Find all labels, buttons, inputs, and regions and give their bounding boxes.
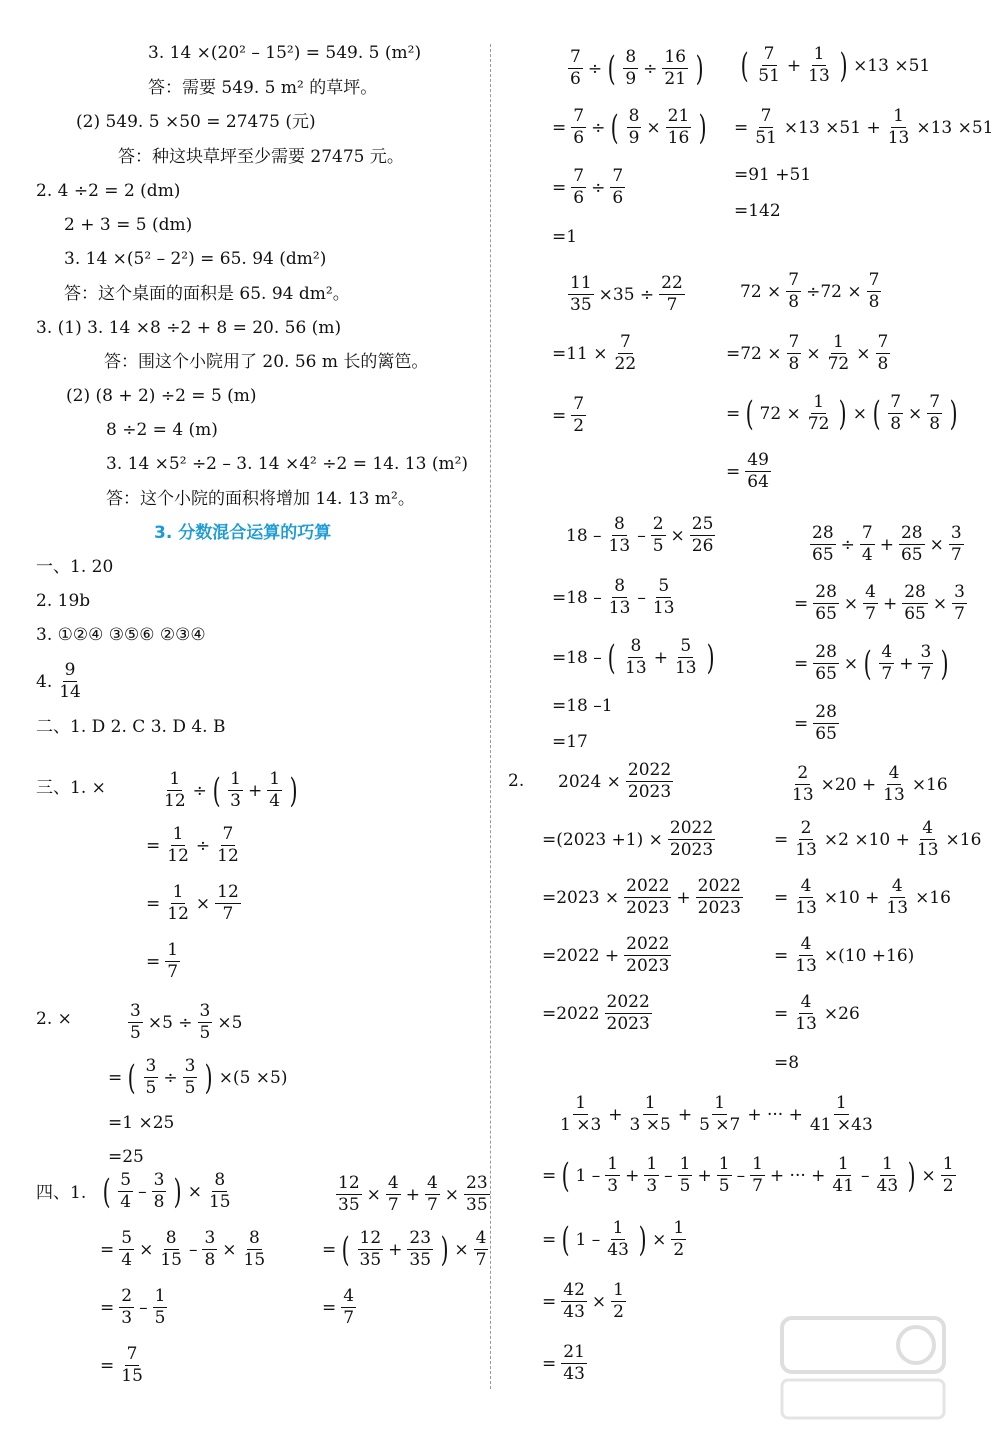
answer-1: 一、1. 20 [36,557,114,577]
math-line: = ( 1 – 1 43 ) × 1 2 [542,1218,685,1260]
watermark-logo [778,1314,948,1429]
text-line: (2) (8 + 2) ÷2 = 5 (m) [66,386,257,406]
math-line: = 2 3 – 1 5 [100,1286,166,1328]
math-line: = 7 2 [552,394,585,436]
math-line: = 49 64 [726,450,769,492]
text-line: 2 + 3 = 5 (dm) [64,215,193,235]
math-line: = 7 51 ×13 ×51 + 1 13 ×13 ×51 [734,106,994,148]
math-line: ( 7 51 + 1 13 ) ×13 ×51 [740,44,931,86]
math-line: = 7 6 ÷ 7 6 [552,166,624,208]
math-line: =72 × 7 8 × 1 72 × 7 8 [726,332,889,374]
math-line: 1 1 ×3 + 1 3 ×5 + 1 5 ×7 + ··· + 1 41 ×43 [560,1093,873,1135]
math-line: 12 35 × 4 7 + 4 7 × 23 35 [338,1173,488,1215]
math-line: = 7 6 ÷ ( 8 9 × 21 16 ) [552,106,707,148]
math-line: 3 5 ×5 ÷ 3 5 ×5 [130,1001,243,1043]
math-line: = ( 3 5 ÷ 3 5 ) ×(5 ×5) [108,1056,288,1098]
math-line: = 4 13 ×10 + 4 13 ×16 [774,876,951,918]
math-line: =2022 2022 2023 [542,992,650,1034]
choice-answers: 二、1. D 2. C 3. D 4. B [36,717,226,737]
math-line: =11 × 7 22 [552,332,637,374]
math-line: =(2023 +1) × 2022 2023 [542,818,714,860]
answer-2: 2. 19b [36,591,91,611]
math-line: =2023 × 2022 2023 + 2022 2023 [542,876,741,918]
math-line: 2 13 ×20 + 4 13 ×16 [792,763,948,805]
math-line: 18 – 8 13 – 2 5 × 25 26 [566,514,714,556]
answer-line: 答：这个桌面的面积是 65. 94 dm²。 [64,284,350,304]
math-line: =8 [774,1053,800,1073]
math-line: 11 35 ×35 ÷ 22 7 [570,273,683,315]
math-line: 28 65 ÷ 7 4 + 28 65 × 3 7 [812,523,962,565]
answer-line: 答：这个小院的面积将增加 14. 13 m²。 [106,489,415,509]
judge-2-label: 2. × [36,1009,72,1029]
watermark-graphic [778,1314,948,1424]
section-heading: 3. 分数混合运算的巧算 [154,523,332,543]
math-line: = 1 12 × 12 7 [146,882,239,924]
math-line: = 28 65 × ( 4 7 + 3 7 ) [794,642,949,684]
text-line: 2. 4 ÷2 = 2 (dm) [36,181,181,201]
answer-4-label: 4. [36,671,53,692]
text-line: 8 ÷2 = 4 (m) [106,420,218,440]
math-line: =1 ×25 [108,1113,175,1133]
math-line: 2024 × 2022 2023 [558,760,672,802]
text-line: 3. 14 ×5² ÷2 – 3. 14 ×4² ÷2 = 14. 13 (m²) [106,454,469,474]
math-line: = 7 15 [100,1344,143,1386]
math-line: = 21 43 [542,1342,585,1384]
judge-1-label: 三、1. × [36,778,106,798]
math-line: =142 [734,201,781,221]
answer-line: 答：种这块草坪至少需要 27475 元。 [118,147,404,167]
text-line: (2) 549. 5 ×50 = 27475 (元) [76,112,316,132]
math-line: = ( 72 × 1 72 ) × ( 7 8 × 7 8 ) [726,392,958,434]
math-line: =1 [552,227,578,247]
answer-4 [36,662,85,701]
math-line: = ( 1 – 1 3 + 1 3 – 1 5 + 1 5 – 1 7 + ··· + 1 41 – 1 43 ) × 1 2 [542,1154,954,1196]
math-line: = 4 7 [322,1286,355,1328]
math-line: 72 × 7 8 ÷72 × 7 8 [740,270,880,312]
fraction: 9 14 [59,660,81,702]
math-line: = 4 13 ×26 [774,992,860,1034]
math-line: =18 – 8 13 – 5 13 [552,576,675,618]
answer-line: 答：围这个小院用了 20. 56 m 长的篱笆。 [104,352,429,372]
math-line: =91 +51 [734,165,812,185]
text-line: 3. 14 ×(20² – 15²) = 549. 5 (m²) [148,43,422,63]
math-line: =2022 + 2022 2023 [542,934,670,976]
math-line: = 2 13 ×2 ×10 + 4 13 ×16 [774,818,982,860]
math-line: =25 [108,1147,144,1167]
question-2-label: 2. [508,771,525,791]
math-line: 7 6 ÷ ( 8 9 ÷ 16 21 ) [570,47,704,89]
math-line: = 1 12 ÷ 7 12 [146,824,239,866]
calc-label: 四、1. [36,1183,87,1203]
math-line: =17 [552,732,588,752]
math-line: = 5 4 × 8 15 – 3 8 × 8 15 [100,1228,266,1270]
math-line: =18 – ( 8 13 + 5 13 ) [552,636,715,678]
text-line: 3. (1) 3. 14 ×8 ÷2 + 8 = 20. 56 (m) [36,318,342,338]
math-line: = 1 7 [146,940,179,982]
answer-3: 3. ①②④ ③⑤⑥ ②③④ [36,625,206,645]
math-line: = 28 65 × 4 7 + 28 65 × 3 7 [794,582,965,624]
math-line: ( 5 4 – 3 8 ) × 8 15 [102,1170,231,1212]
math-line: 1 12 ÷ ( 1 3 + 1 4 ) [164,769,298,811]
math-line: = 4 13 ×(10 +16) [774,934,915,976]
math-line: =18 –1 [552,696,613,716]
text-line: 3. 14 ×(5² – 2²) = 65. 94 (dm²) [64,249,327,269]
math-line: = 28 65 [794,702,837,744]
math-line: = 42 43 × 1 2 [542,1280,624,1322]
math-line: = ( 12 35 + 23 35 ) × 4 7 [322,1228,487,1270]
answer-line: 答：需要 549. 5 m² 的草坪。 [148,78,378,98]
